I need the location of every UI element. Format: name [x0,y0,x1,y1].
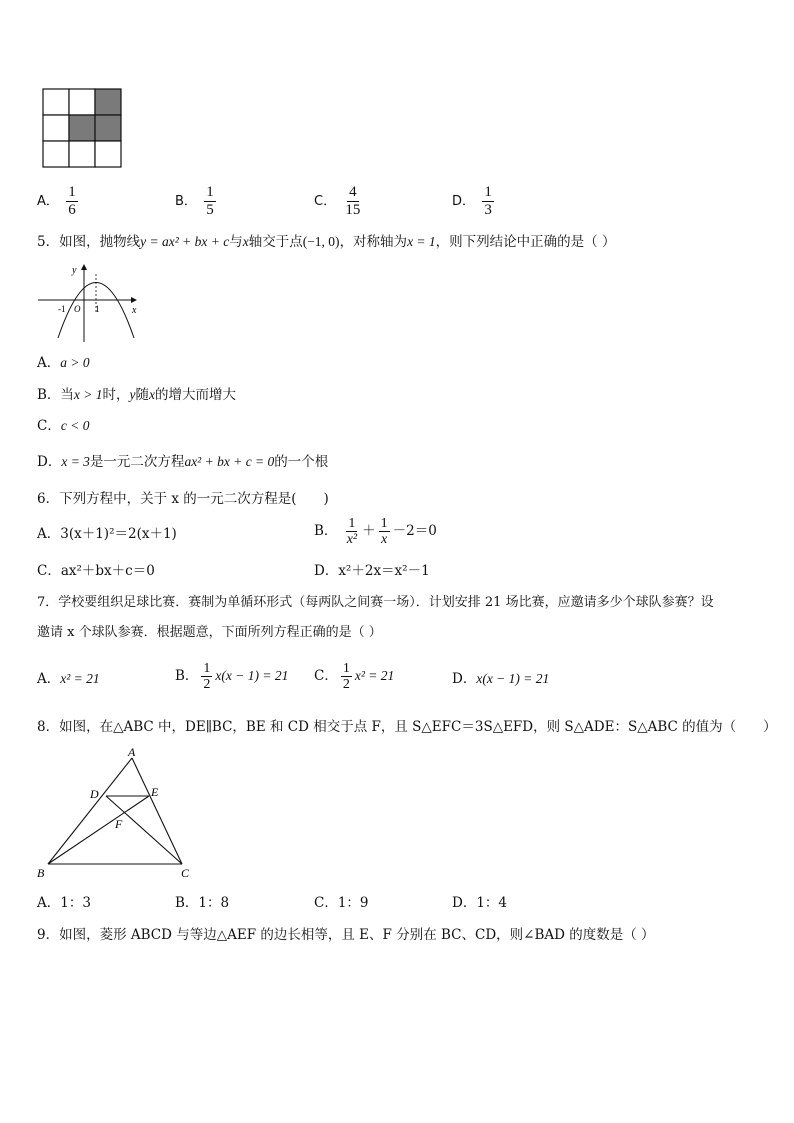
grid-cell [43,141,69,167]
shaded-cell [95,115,121,141]
shaded-cell [69,115,95,141]
triangle-figure [34,746,200,882]
grid-cell [43,89,69,115]
q7-option-a[interactable]: A．x² = 21 [37,671,100,687]
q5-option-d[interactable]: D．x = 3是一元二次方程ax² + bx + c = 0的一个根 [37,454,329,470]
q4-option-a[interactable]: A． $\frac{1}{6}$ [37,184,76,218]
grid-cell [43,115,69,141]
label-b: B [37,866,45,880]
one-label: 1 [95,304,100,314]
q4-option-c[interactable]: C． $\frac{4}{15}$ [314,184,361,218]
origin-label: O [74,304,81,314]
minus-one-label: -1 [58,304,66,314]
segment-be [48,796,149,864]
x-label: x [132,305,137,316]
q9-stem: 9．如图，菱形 ABCD 与等边△AEF 的边长相等，且 E、F 分别在 BC、CD，则∠BAD 的度数是（ ） [37,927,655,943]
q7-option-c[interactable]: C． $\frac{1}{2}$ x² = 21 [314,661,395,692]
q8-stem: 8．如图，在△ABC 中，DE∥BC，BE 和 CD 相交于点 F，且 S△EFC＝3S△EFD，则 S△ADE：S△ABC 的值为（ ） [37,719,777,735]
label-a: A [128,746,136,759]
q5-stem: 5．如图，抛物线y = ax² + bx + c与x轴交于点(−1, 0)，对称轴为x = 1，则下列结论中正确的是（ ） [37,234,616,250]
fraction: $\frac{1}{5}$ [206,184,214,218]
fraction: $\frac{1}{3}$ [484,184,492,218]
q5-option-c[interactable]: C．c < 0 [37,418,90,434]
q6-stem: 6．下列方程中，关于 x 的一元二次方程是( ) [37,491,329,507]
q8-option-d[interactable]: D．1：4 [452,895,508,911]
q7-stem-line2: 邀请 x 个球队参赛．根据题意，下面所列方程正确的是（ ） [37,625,382,640]
q8-option-c[interactable]: C．1：9 [314,895,369,911]
q6-option-c[interactable]: C．ax²＋bx＋c＝0 [37,563,155,579]
grid-cell [69,89,95,115]
q5-option-b[interactable]: B．当x > 1时，y随x的增大而增大 [37,387,237,403]
fraction: $\frac{4}{15}$ [345,184,361,218]
q6-option-d[interactable]: D．x²＋2x＝x²－1 [314,563,430,579]
q8-option-b[interactable]: B．1：8 [175,895,230,911]
q4-option-d[interactable]: D． $\frac{1}{3}$ [452,184,492,218]
label-c: C [181,866,190,880]
q6-option-a[interactable]: A．3(x＋1)²＝2(x＋1) [37,526,177,542]
parabola-graph [36,262,140,344]
shaded-grid-figure [42,88,124,168]
q5-option-a[interactable]: A．a > 0 [37,355,90,371]
shaded-cell [95,89,121,115]
y-label: y [72,265,77,276]
label-f: F [115,817,123,831]
label-d: D [90,787,99,801]
fraction: $\frac{1}{6}$ [68,184,76,218]
q6-option-b[interactable]: B． $\frac{1}{\text{x²}}$ ＋ $\frac{1}{x}$ －2＝0 [314,516,437,547]
segment-ac [132,758,182,864]
q7-option-b[interactable]: B． $\frac{1}{2}$ x(x − 1) = 21 [175,661,289,692]
grid-cell [69,141,95,167]
q4-option-b[interactable]: B． $\frac{1}{5}$ [175,184,214,218]
grid-cell [95,141,121,167]
segment-ab [48,758,132,864]
q7-option-d[interactable]: D．x(x − 1) = 21 [452,671,550,687]
q7-stem-line1: 7．学校要组织足球比赛．赛制为单循环形式（每两队之间赛一场）．计划安排 21 场比赛，应邀请多少个球队参赛？设 [37,595,714,610]
q8-option-a[interactable]: A．1：3 [37,895,91,911]
label-e: E [151,785,159,799]
